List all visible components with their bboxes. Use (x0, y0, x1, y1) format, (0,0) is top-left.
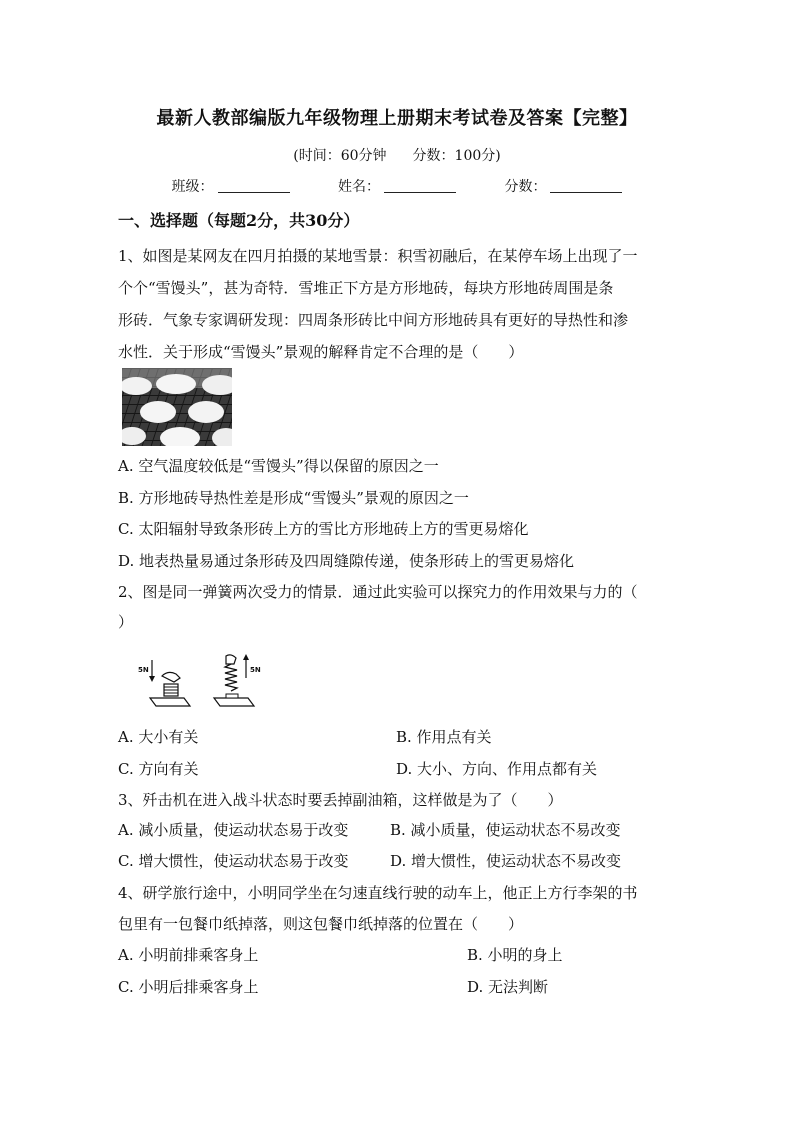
class-field (172, 176, 290, 196)
force-label-left: 5N (138, 666, 149, 674)
force-label-right: 5N (250, 666, 261, 674)
class-label: 班级： (171, 179, 214, 195)
question-1-line-2: 个个“雪馒头”，甚为奇特．雪堆正下方是方形地砖，每块方形地砖周围是条 (118, 279, 614, 297)
question-4-option-a[interactable]: A. 小明前排乘客身上 (118, 946, 259, 964)
question-2-option-b[interactable]: B. 作用点有关 (396, 728, 492, 746)
question-4-option-c[interactable]: C. 小明后排乘客身上 (118, 978, 259, 996)
section-title: 一、选择题（每题2分，共30分） (118, 211, 360, 230)
question-4-option-d[interactable]: D. 无法判断 (467, 978, 549, 996)
question-2-option-d[interactable]: D. 大小、方向、作用点都有关 (396, 760, 598, 778)
question-1-line-1: 1、如图是某网友在四月拍摄的某地雪景：积雪初融后，在某停车场上出现了一 (118, 247, 638, 265)
total-score: 分数：100分) (412, 148, 501, 164)
question-4-line-1: 4、研学旅行途中，小明同学坐在匀速直线行驶的动车上，他正上方行李架的书 (118, 884, 638, 902)
name-label: 姓名： (338, 179, 380, 195)
class-blank[interactable] (218, 178, 290, 193)
question-2-option-a[interactable]: A. 大小有关 (118, 728, 199, 746)
question-2-option-c[interactable]: C. 方向有关 (118, 760, 199, 778)
question-1-line-3: 形砖．气象专家调研发现：四周条形砖比中间方形地砖具有更好的导热性和渗 (118, 311, 629, 329)
student-info-row (0, 176, 794, 196)
snow-mounds-photo (122, 368, 232, 446)
exam-subtitle (0, 145, 794, 165)
score-field (504, 176, 622, 196)
exam-title: 最新人教部编版九年级物理上册期末考试卷及答案【完整】 (156, 108, 638, 129)
question-1-option-b[interactable]: B. 方形地砖导热性差是形成“雪馒头”景观的原因之一 (118, 489, 469, 507)
question-3-option-a[interactable]: A. 减小质量，使运动状态易于改变 (118, 821, 349, 839)
question-2-line-1: 2、图是同一弹簧两次受力的情景．通过此实验可以探究力的作用效果与力的（ (118, 583, 638, 601)
name-blank[interactable] (384, 178, 456, 193)
question-3-option-b[interactable]: B. 减小质量，使运动状态不易改变 (390, 821, 621, 839)
spring-force-diagram (136, 652, 264, 716)
question-1-option-d[interactable]: D. 地表热量易通过条形砖及四周缝隙传递，使条形砖上的雪更易熔化 (118, 552, 575, 570)
question-3-option-d[interactable]: D. 增大惯性，使运动状态不易改变 (390, 852, 622, 870)
question-1-line-4: 水性．关于形成“雪馒头”景观的解释肯定不合理的是（ ） (118, 343, 524, 361)
name-field (338, 176, 456, 196)
score-label: 分数： (504, 179, 547, 195)
score-blank[interactable] (550, 178, 622, 193)
question-2-line-2: ） (118, 613, 134, 631)
question-1-option-c[interactable]: C. 太阳辐射导致条形砖上方的雪比方形地砖上方的雪更易熔化 (118, 520, 529, 538)
question-4-option-b[interactable]: B. 小明的身上 (467, 946, 563, 964)
question-3-option-c[interactable]: C. 增大惯性，使运动状态易于改变 (118, 852, 349, 870)
question-1-option-a[interactable]: A. 空气温度较低是“雪馒头”得以保留的原因之一 (118, 457, 439, 475)
question-3-line-1: 3、歼击机在进入战斗状态时要丢掉副油箱，这样做是为了（ ） (118, 791, 563, 809)
question-4-line-2: 包里有一包餐巾纸掉落，则这包餐巾纸掉落的位置在（ ） (118, 915, 524, 933)
time-limit: (时间：60分钟 (293, 148, 387, 164)
